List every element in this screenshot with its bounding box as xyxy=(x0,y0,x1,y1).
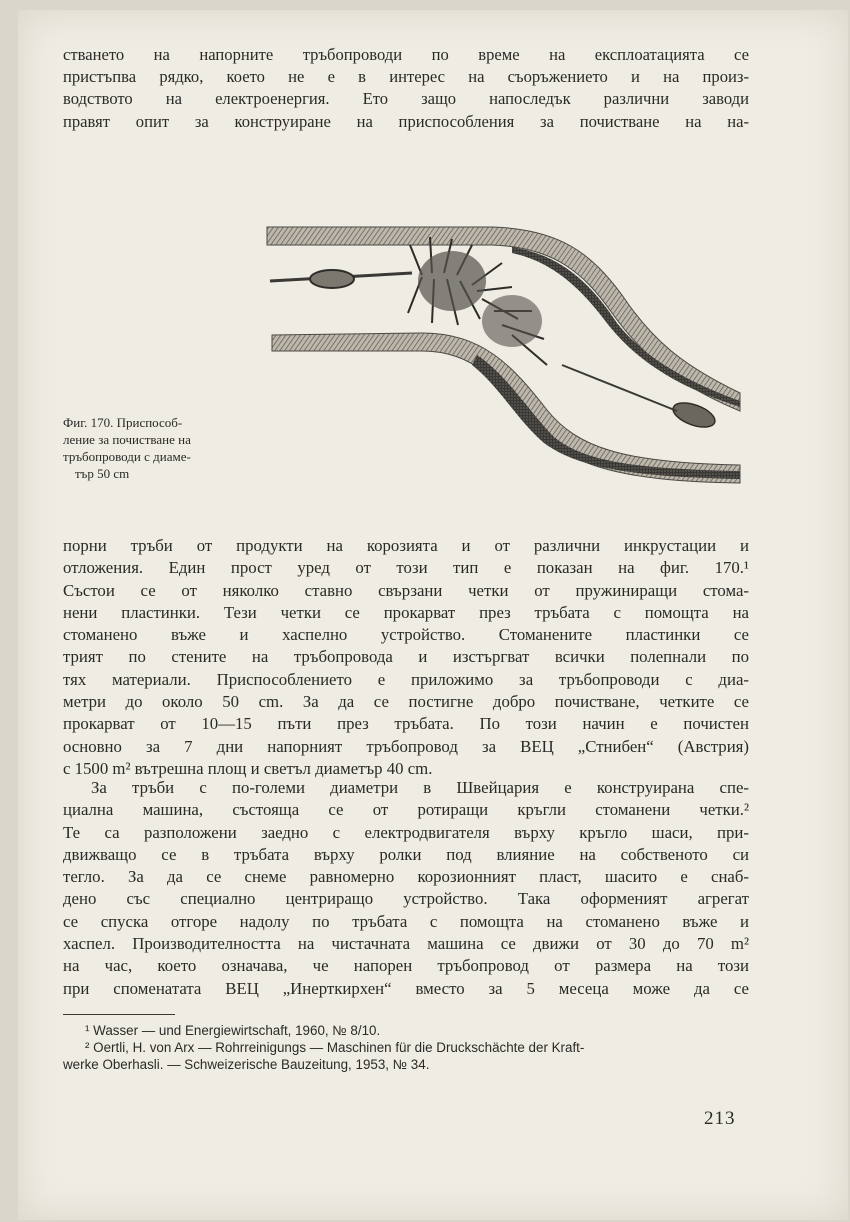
text-line: основно за 7 дни напорният тръбопровод за ВЕЦ „Стнибен“ (Австрия) xyxy=(63,736,749,756)
text-line: движващо се в тръбата върху ролки под влияние на собственото си xyxy=(63,844,749,864)
paragraph-3 xyxy=(63,777,749,1000)
text-line: Те са разположени заедно с електродвигателя върху кръгло шаси, при- xyxy=(63,822,749,842)
footnotes xyxy=(63,1022,749,1074)
pipe-brush-drawing xyxy=(262,215,744,495)
text-line: метри до около 50 cm. За да се постигне добро почистване, четките се xyxy=(63,692,749,712)
top-paragraph xyxy=(63,44,749,133)
caption-line: тръбопроводи с диаме- xyxy=(63,449,191,464)
text-line: дено със специално центриращо устройство. Така оформеният агрегат xyxy=(63,889,749,909)
text-line: при споменатата ВЕЦ „Инерткирхен“ вместо за 5 месеца може да се xyxy=(63,978,749,998)
text-line: Състои се от няколко ставно свързани четки от пружиниращи стома- xyxy=(63,580,749,600)
text-line: с 1500 m² вътрешна площ и светъл диаметър 40 cm. xyxy=(63,758,433,778)
caption-line: тър 50 cm xyxy=(75,466,130,481)
text-line: стоманено въже и хаспелно устройство. Стоманените пластинки се xyxy=(63,625,749,645)
text-line: нени пластинки. Тези четки се прокарват през тръбата с помощта на xyxy=(63,602,749,622)
caption-line: Фиг. 170. Приспособ- xyxy=(63,415,183,430)
text-line: трият по стените на тръбопровода и изстъргват всички полепнали по xyxy=(63,647,749,667)
footnote-divider xyxy=(63,1014,175,1015)
text-line: тях материали. Приспособлението е приложимо за тръбопроводи с диа- xyxy=(63,669,749,689)
text-line: прокарват от 10—15 пъти през тръбата. По този начин е почистен xyxy=(63,714,749,734)
footnote-2: ² Oertli, H. von Arx — Rohrreinigungs — Maschinen für die Druckschächte der Kraft- xyxy=(85,1040,585,1056)
text-line: тегло. За да се снеме равномерно корозионният пласт, шасито е снаб- xyxy=(63,867,749,887)
text-line: правят опит за конструиране на приспособления за почистване на на- xyxy=(63,111,749,131)
text-line: стването на напорните тръбопроводи по време на експлоатацията се xyxy=(63,45,749,64)
text-line: на час, което означава, че напорен тръбопровод от размера на този xyxy=(63,956,749,976)
page-number: 213 xyxy=(704,1108,736,1129)
pipe-cleaning-device-illustration xyxy=(262,215,744,495)
text-line: циална машина, състояща се от ротиращи кръгли стоманени четки.² xyxy=(63,800,749,820)
paragraph-2 xyxy=(63,535,749,780)
footnote-1: ¹ Wasser — und Energiewirtschaft, 1960, № 8/10. xyxy=(85,1023,381,1038)
figure-caption xyxy=(63,414,263,482)
text-line: хаспел. Производителността на чистачната машина се движи от 30 до 70 m² xyxy=(63,934,749,954)
footnote-2-continued: werke Oberhasli. — Schweizerische Bauzeitung, 1953, № 34. xyxy=(63,1057,430,1073)
text-line: отложения. Един прост уред от този тип е показан на фиг. 170.¹ xyxy=(63,558,749,578)
text-line: За тръби с по-големи диаметри в Швейцария е конструирана спе- xyxy=(91,778,749,797)
text-line: пристъпва рядко, което не е в интерес на съоръжението и на произ- xyxy=(63,67,749,87)
text-line: се спуска отгоре надолу по тръбата с помощта на стоманено въже и xyxy=(63,911,749,931)
text-line: порни тръби от продукти на корозията и от различни инкрустации и xyxy=(63,536,749,555)
text-line: водството на електроенергия. Ето защо напоследък различни заводи xyxy=(63,89,749,109)
caption-line: ление за почистване на xyxy=(63,432,191,447)
